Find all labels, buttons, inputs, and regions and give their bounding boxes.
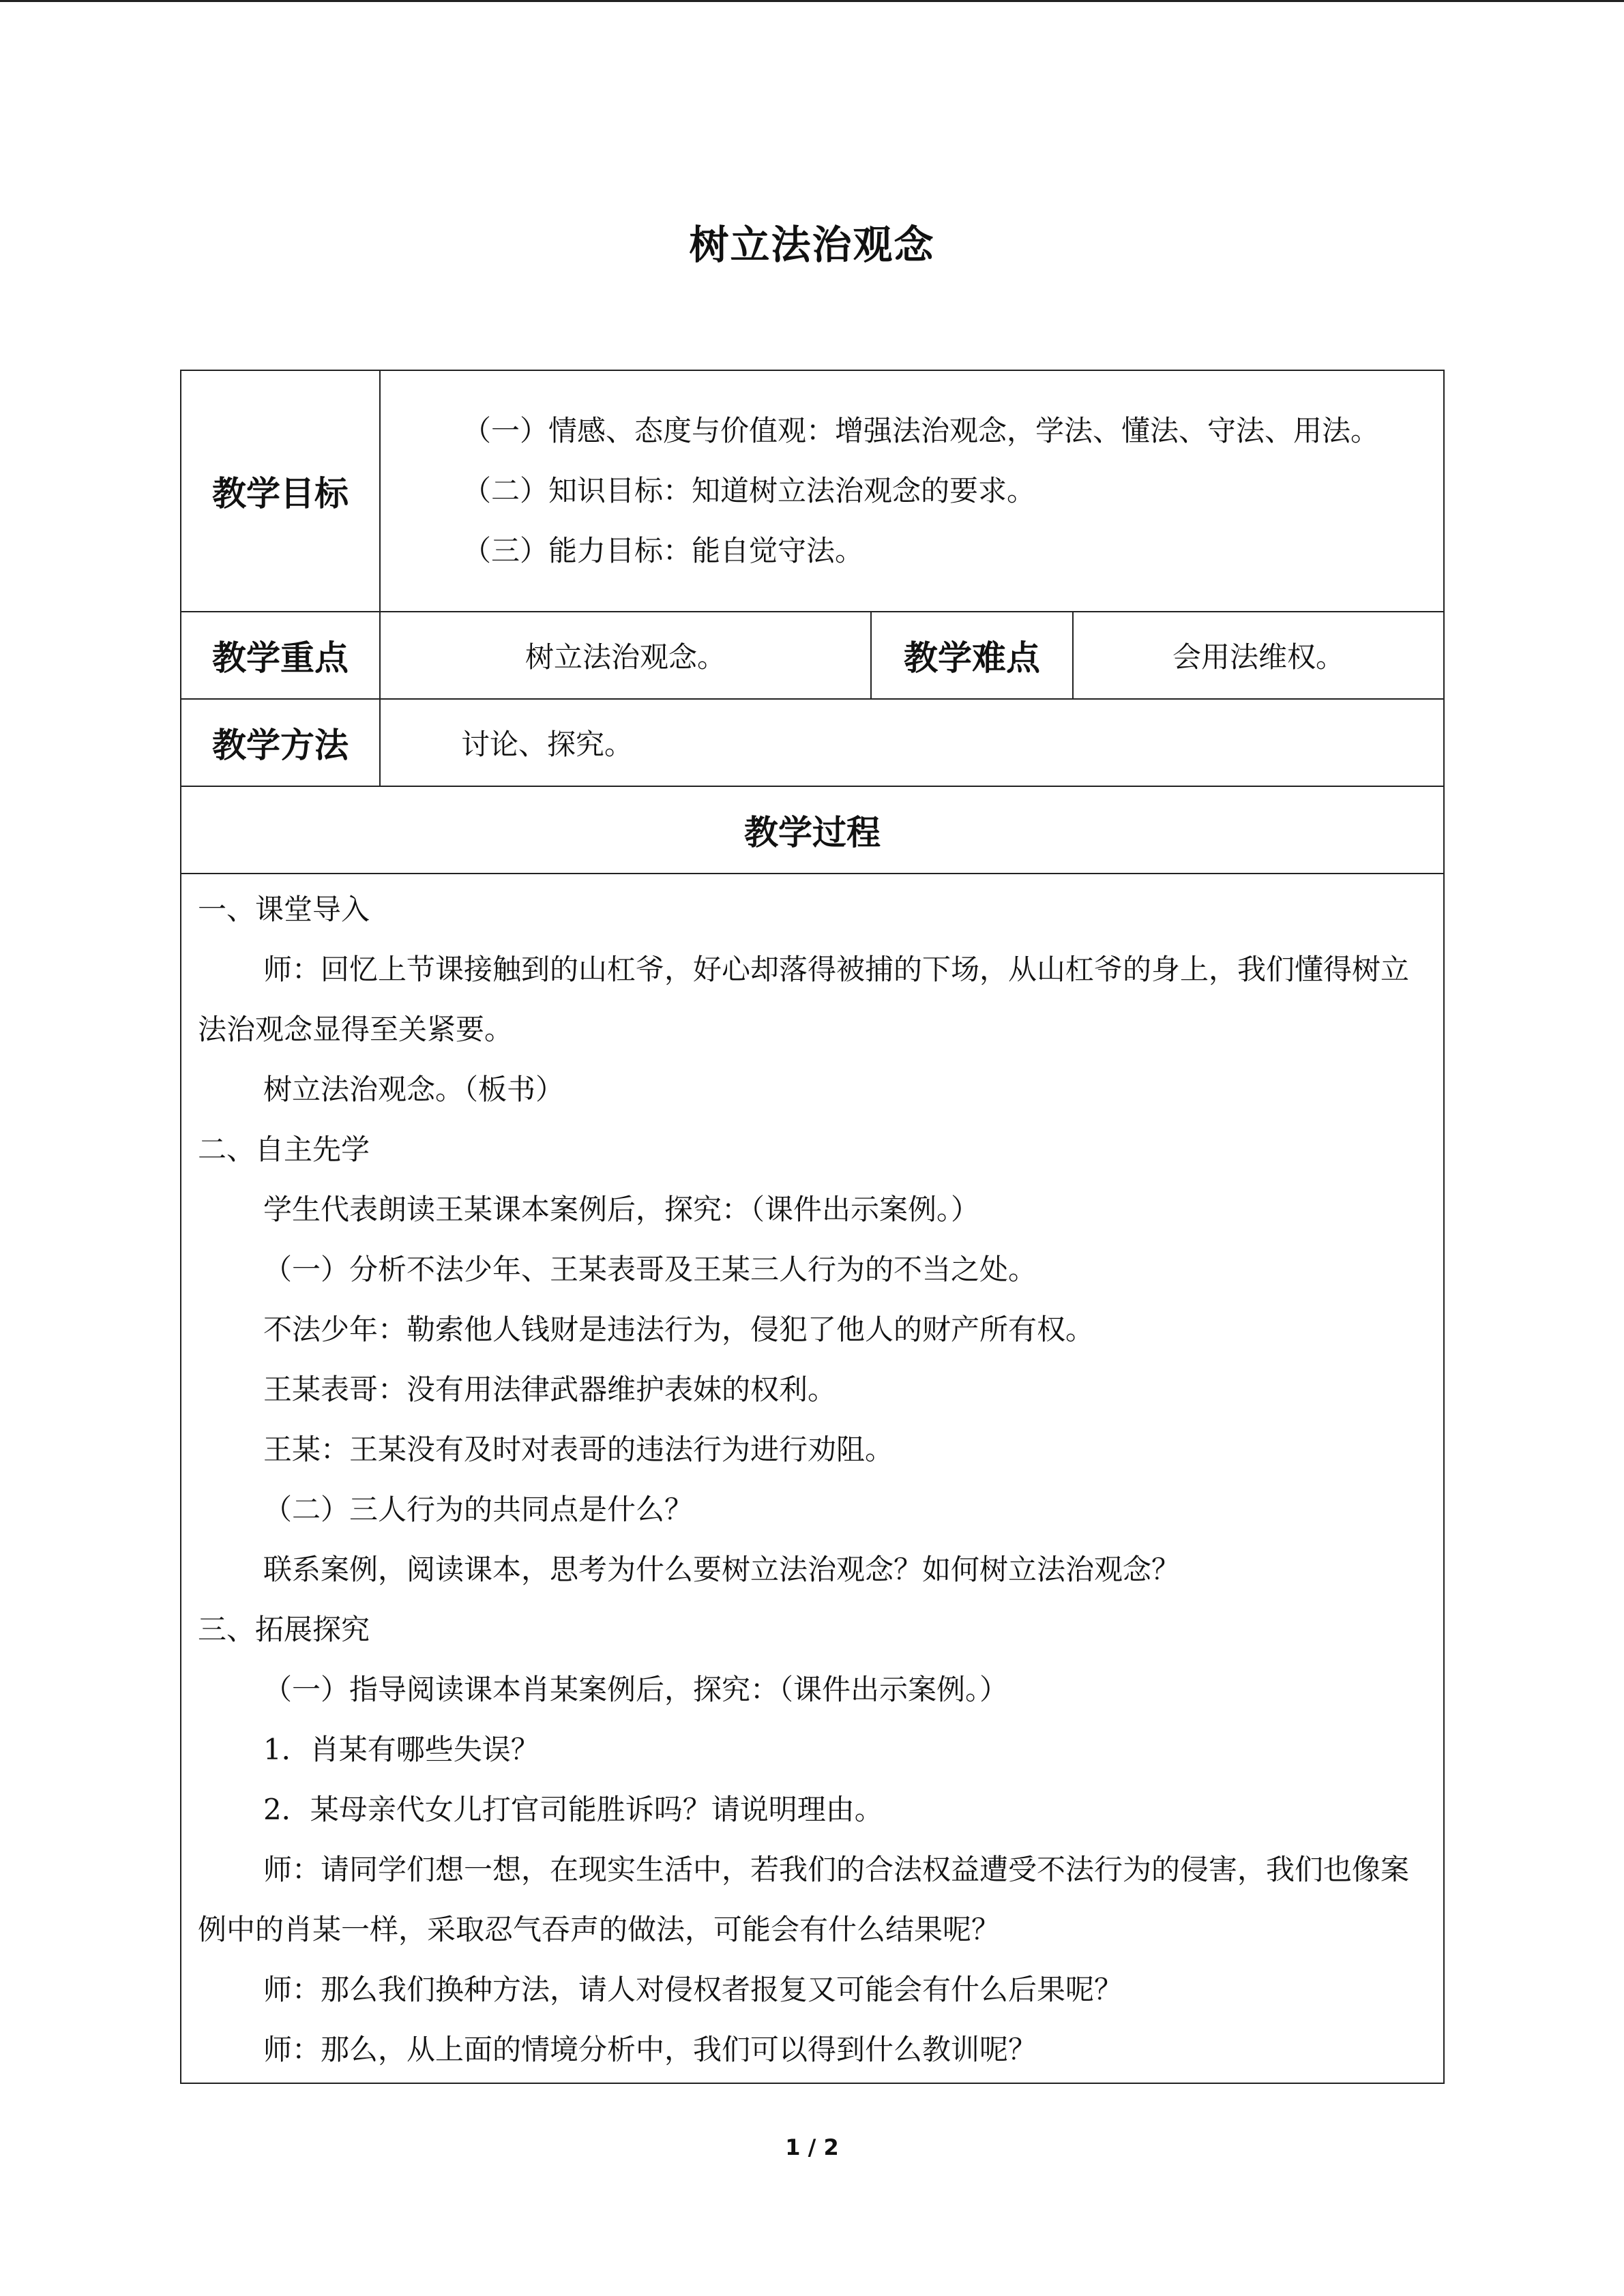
goal-line-2: （二）知识目标：知道树立法治观念的要求。 [462,474,1036,507]
process-content-row [181,874,1444,2083]
method-row [181,699,1444,786]
difficulty-value: 会用法维权。 [1073,612,1444,699]
process-paragraph: 师：那么我们换种方法，请人对侵权者报复又可能会有什么后果呢？ [263,1973,1123,2006]
process-paragraph: 二、自主先学 [198,1133,370,1166]
goals-content [380,370,1444,612]
document-title: 树立法治观念 [689,222,935,268]
goals-label: 教学目标 [181,370,380,612]
process-heading-row [181,786,1444,874]
process-paragraph: 师：回忆上节课接触到的山杠爷，好心却落得被捕的下场，从山杠爷的身上，我们懂得树立法治观念显得至关紧要。 [198,953,1410,1046]
process-paragraph: （一）指导阅读课本肖某案例后，探究：（课件出示案例。） [263,1673,1009,1706]
process-paragraph: 2．某母亲代女儿打官司能胜诉吗？请说明理由。 [263,1793,883,1826]
process-content [181,874,1444,2083]
process-paragraph: 不法少年：勒索他人钱财是违法行为，侵犯了他人的财产所有权。 [263,1313,1095,1346]
process-paragraph: 树立法治观念。（板书） [263,1073,565,1106]
process-paragraph: 三、拓展探究 [198,1613,370,1646]
key-point-value: 树立法治观念。 [380,612,871,699]
process-heading: 教学过程 [181,786,1444,874]
process-paragraph: 王某表哥：没有用法律武器维护表妹的权利。 [263,1373,837,1406]
goal-line-3: （三）能力目标：能自觉守法。 [462,534,864,567]
key-point-label: 教学重点 [181,612,380,699]
page-number: 1 / 2 [785,2134,839,2160]
process-paragraph: 师：那么，从上面的情境分析中，我们可以得到什么教训呢？ [263,2033,1037,2066]
process-paragraph: 1．肖某有哪些失误？ [263,1733,540,1766]
process-paragraph: 联系案例，阅读课本，思考为什么要树立法治观念？如何树立法治观念？ [263,1553,1181,1586]
process-paragraph: 师：请同学们想一想，在现实生活中，若我们的合法权益遭受不法行为的侵害，我们也像案例中的肖某一样，采取忍气吞声的做法，可能会有什么结果呢？ [198,1853,1410,1946]
process-paragraph: 王某：王某没有及时对表哥的违法行为进行劝阻。 [263,1433,894,1466]
method-value: 讨论、探究。 [380,699,1444,786]
key-row [181,612,1444,699]
process-paragraph: （二）三人行为的共同点是什么？ [263,1493,694,1526]
method-label: 教学方法 [181,699,380,786]
page-top-border [0,0,1624,2]
difficulty-label: 教学难点 [871,612,1073,699]
goal-line-1: （一）情感、态度与价值观：增强法治观念，学法、懂法、守法、用法。 [462,414,1380,447]
lesson-plan-table [180,370,1445,2084]
goals-row [181,370,1444,612]
process-paragraph: （一）分析不法少年、王某表哥及王某三人行为的不当之处。 [263,1253,1037,1286]
process-paragraph: 学生代表朗读王某课本案例后，探究：（课件出示案例。） [263,1193,980,1226]
process-paragraph: 一、课堂导入 [198,893,370,926]
